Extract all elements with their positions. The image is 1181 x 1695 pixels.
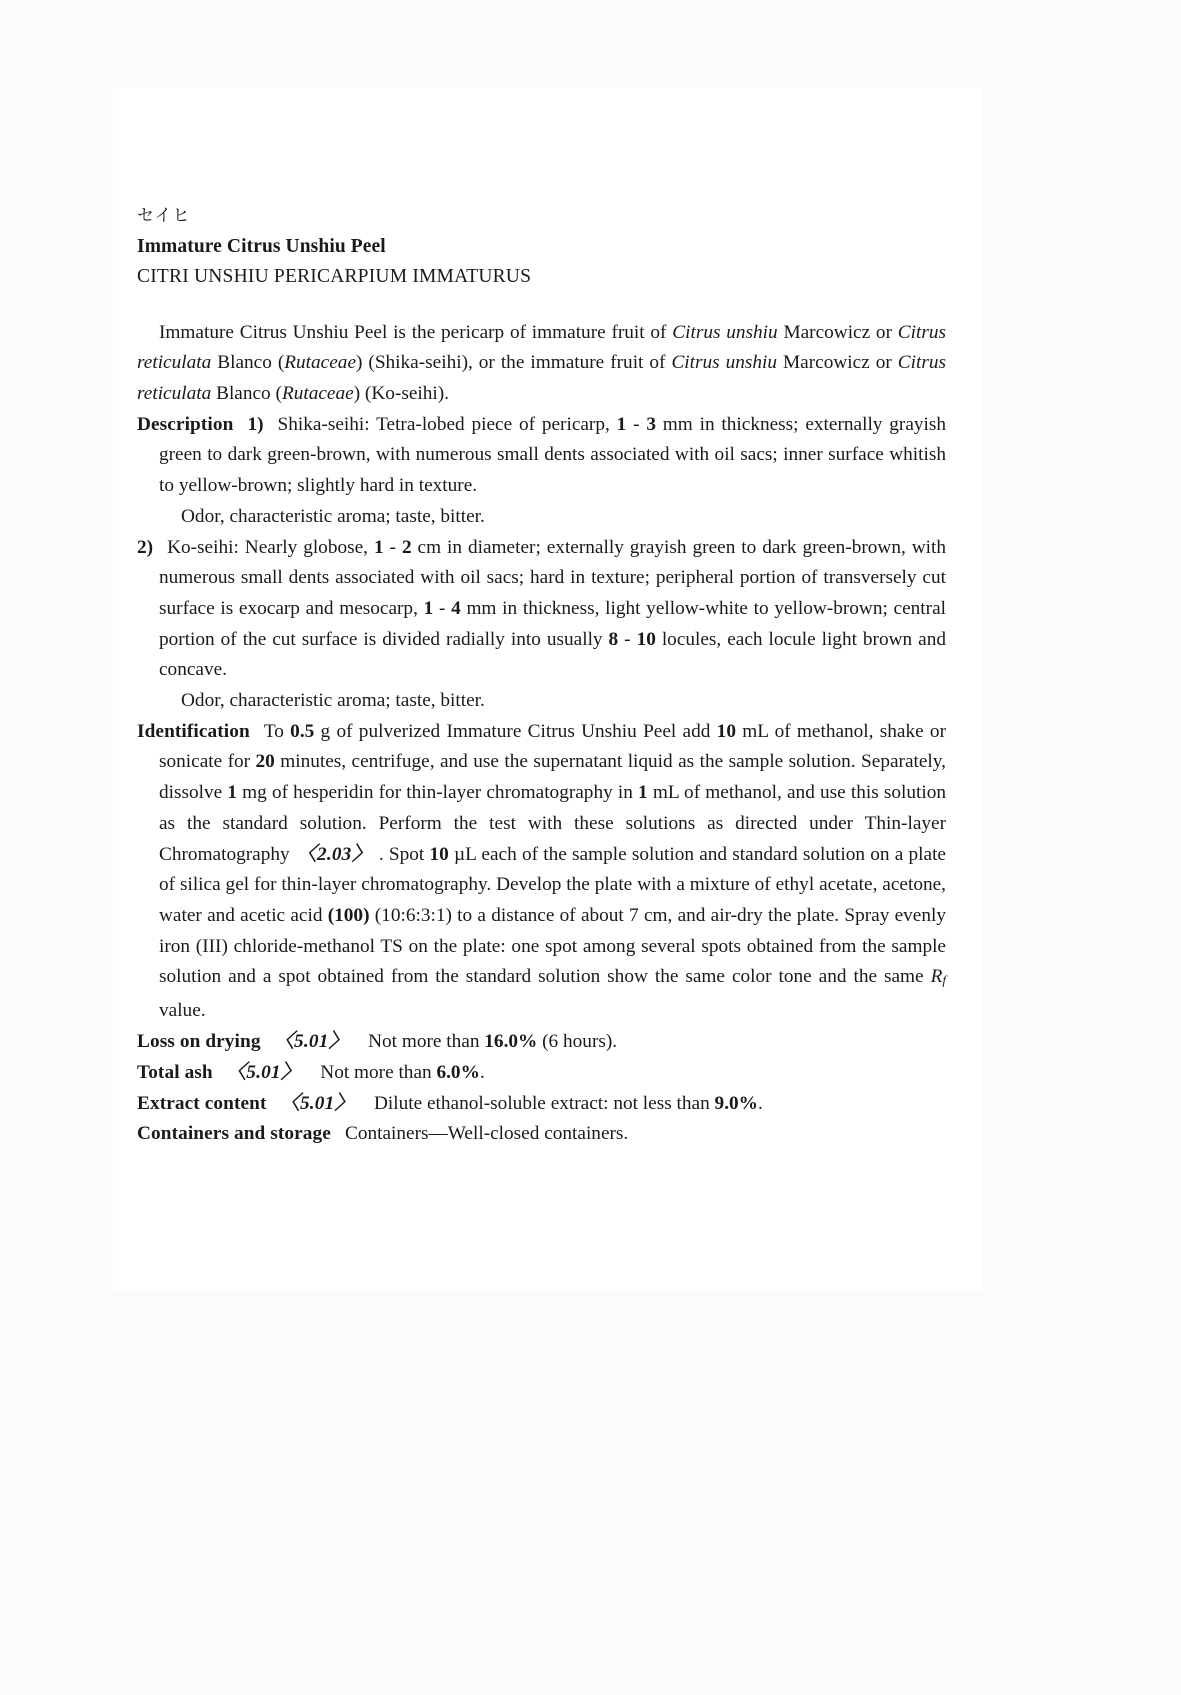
total-ash-label: Total ash [137,1061,213,1083]
sonicate-minutes: 20 [255,751,275,773]
range-dash-2: - [383,536,402,558]
intro-text-f: Blanco ( [211,383,282,405]
family-name-1: Rutaceae [284,352,356,374]
species-name-1: Citrus unshiu [672,321,778,343]
odor-line-2: Odor, characteristic aroma; taste, bitter. [181,690,485,712]
total-ash-text-b: . [479,1061,485,1083]
odor-line-1: Odor, characteristic aroma; taste, bitter. [181,505,485,527]
description-item-2-text-a: Ko-seihi: Nearly globose, [167,536,374,558]
species-name-4: Citrus reticulata [137,352,947,405]
extract-content-label: Extract content [137,1092,267,1114]
description-item-1-text-b: mm in thickness; externally grayish green to dark green-brown, with numerous small dents associated with oil sacs; inner surface whitish to yellow-brown; slightly hard in texture. [159,413,947,497]
intro-text-b: Marcowicz or [777,321,898,343]
loss-on-drying-label: Loss on drying [137,1031,261,1053]
extract-content-reference: 〈5.01〉 [280,1092,354,1114]
ident-text-l: value. [159,1000,206,1022]
description-item-2-text-d: locules, each locule light brown and concave. [159,628,947,681]
develop-distance: 7 [629,904,639,926]
page-title: Immature Citrus Unshiu Peel [137,235,386,257]
description-item-1-text-a: Shika-seihi: Tetra-lobed piece of pericarp, [277,413,617,435]
extract-content-text-a: Dilute ethanol-soluble extract: not less than [373,1092,715,1114]
family-name-2: Rutaceae [281,383,354,405]
identification-label: Identification [137,720,250,742]
rf-symbol: R [930,966,943,988]
extract-content-value: 9.0% [714,1092,758,1114]
description-item-1-number: 1) [247,413,264,435]
description-item-1 [137,410,946,502]
total-ash-line [137,1058,946,1089]
total-ash-value: 6.0% [436,1061,480,1083]
description-label: Description [137,413,234,435]
extract-content-text-b: . [757,1092,763,1114]
latin-title: CITRI UNSHIU PERICARPIUM IMMATURUS [137,266,532,288]
containers-storage-label: Containers and storage [137,1123,331,1145]
ident-text-j: to a distance of about [451,904,630,926]
ident-text-k: cm, and air-dry the plate. Spray evenly iron (III) chloride-methanol TS on the plate: one spot among several spots obtained from the sample solution and a spot obtained from the standard solution show the same color tone and the same [159,904,946,988]
loss-on-drying-reference: 〈5.01〉 [274,1031,349,1053]
rf-subscript: f [942,972,946,988]
range-dash-4: - [618,628,637,650]
intro-text-d: ) (Shika-seihi), or the immature fruit of [356,352,672,374]
intro-text-c: Blanco ( [211,352,285,374]
ident-text-g: . Spot [378,843,430,865]
hesperidin-mass: 1 [227,782,237,804]
ident-text-d: minutes, centrifuge, and use the supernatant liquid as the sample solution. Separately, dissolve [159,751,946,804]
loss-on-drying-value: 16.0% [484,1031,538,1053]
spot-volume: 10 [429,843,449,865]
ident-text-e: mg of hesperidin for thin-layer chromatography in [237,782,639,804]
exocarp-thickness-min: 1 [423,597,434,619]
standard-volume: 1 [638,782,648,804]
total-ash-reference: 〈5.01〉 [226,1061,301,1083]
range-dash-3: - [433,597,452,619]
methanol-volume: 10 [716,720,736,742]
tlc-reference-marker: 〈2.03〉 [296,843,372,865]
locules-min: 8 [608,628,619,650]
ident-text-c: mL of methanol, shake or sonicate for [159,720,946,773]
ident-text-b: g of pulverized Immature Citrus Unshiu Peel add [314,720,717,742]
description-item-2-text-c: mm in thickness, light yellow-white to yellow-brown; central portion of the cut surface is divided radially into usually [159,597,946,650]
containers-storage-text: Containers—Well-closed containers. [344,1123,629,1145]
range-dash-1: - [626,413,647,435]
diameter-min: 1 [373,536,384,558]
diameter-max: 2 [401,536,412,558]
acetic-acid-concentration: (100) [327,904,370,926]
identification-section [137,717,946,1027]
description-item-2-number: 2) [137,536,154,558]
solvent-ratio: (10:6:3:1) [374,904,452,926]
page-content [113,87,982,1150]
exocarp-thickness-max: 4 [451,597,461,619]
locules-max: 10 [636,628,656,650]
intro-paragraph [137,318,946,410]
intro-text-g: ) (Ko-seihi). [353,383,449,405]
loss-on-drying-condition: (6 hours) [542,1031,613,1053]
loss-on-drying-line [137,1027,946,1058]
loss-on-drying-text-a: Not more than [368,1031,485,1053]
intro-text-a: Immature Citrus Unshiu Peel is the pericarp of immature fruit of [159,321,673,343]
total-ash-text-a: Not more than [320,1061,437,1083]
ident-text-h: µL each of the sample solution and standard solution on a plate of silica gel for thin-layer chromatography. Develop the plate with a mixture of ethyl acetate, acetone, water and acetic acid [159,843,946,926]
loss-on-drying-text-c: . [612,1031,618,1053]
description-item-2 [137,533,946,687]
containers-storage-line [137,1119,946,1150]
species-name-2: Citrus reticulata [137,321,946,374]
document-page [113,87,982,1291]
ident-text-f: mL of methanol, and use this solution as the standard solution. Perform the test with these solutions as directed under Thin-layer Chromatography [159,782,946,865]
description-item-2-text-b: cm in diameter; externally grayish green to dark green-brown, with numerous small dents associated with oil sacs; hard in texture; peripheral portion of transversely cut surface is exocarp and mesocarp, [159,536,947,619]
sample-mass: 0.5 [290,720,315,742]
kana-heading: セイヒ [137,206,191,226]
extract-content-line [137,1089,946,1120]
ident-text-a: To [263,720,291,742]
species-name-3: Citrus unshiu [671,352,778,374]
intro-text-e: Marcowicz or [777,352,898,374]
thickness-min-1: 1 [616,413,627,435]
thickness-max-1: 3 [646,413,656,435]
